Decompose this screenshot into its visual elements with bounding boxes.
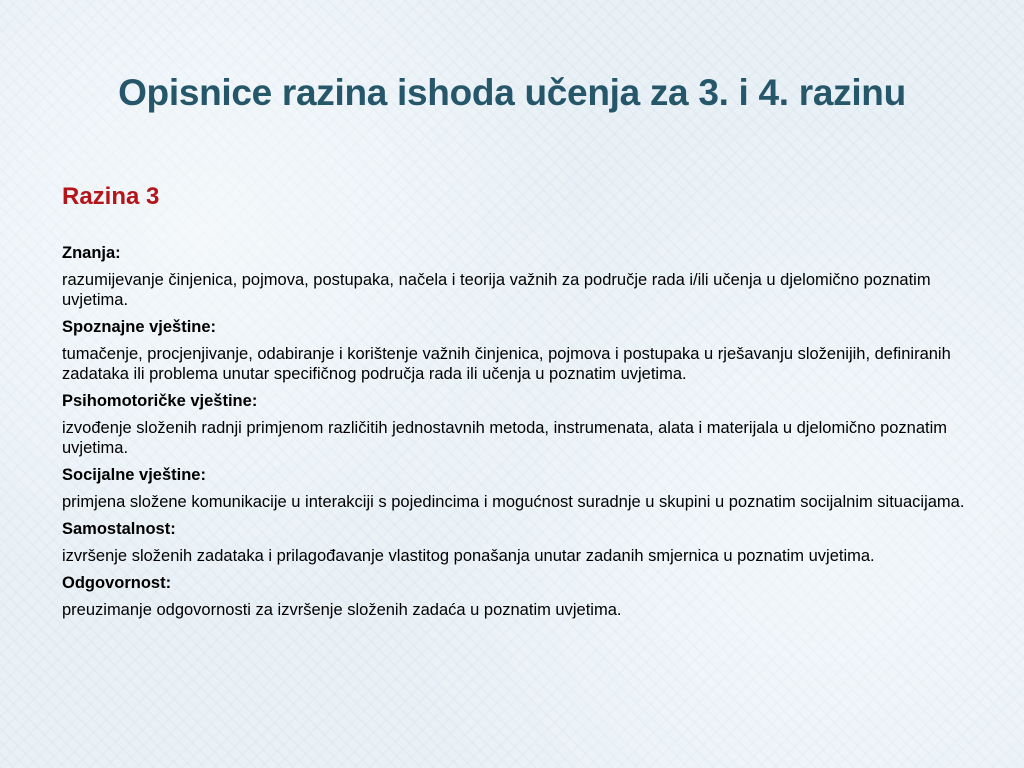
outcome-psychomotor-skills — [62, 391, 967, 458]
outcome-description: primjena složene komunikacije u interakciji s pojedincima i mogućnost suradnje u skupini u poznatim socijalnim situacijama. — [62, 493, 965, 511]
outcome-description: preuzimanje odgovornosti za izvršenje složenih zadaća u poznatim uvjetima. — [62, 601, 622, 619]
outcome-description: tumačenje, procjenjivanje, odabiranje i korištenje važnih činjenica, pojmova i postupaka u rješavanju složenijih, definiranih zadataka ili problema unutar specifičnog područja rada ili učenja u poznatim uvjetima. — [62, 345, 951, 383]
outcome-knowledge — [62, 243, 967, 310]
outcome-responsibility — [62, 573, 967, 620]
outcome-description: izvršenje složenih zadataka i prilagođavanje vlastitog ponašanja unutar zadanih smjernica u poznatim uvjetima. — [62, 547, 875, 565]
outcome-cognitive-skills — [62, 317, 967, 384]
outcome-label: Samostalnost: — [62, 520, 176, 538]
level-heading: Razina 3 — [62, 183, 160, 210]
outcomes-list — [62, 243, 967, 627]
outcome-description: izvođenje složenih radnji primjenom različitih jednostavnih metoda, instrumenata, alata i materijala u djelomično poznatim uvjetima. — [62, 419, 948, 457]
outcome-label: Znanja: — [62, 244, 121, 262]
outcome-label: Odgovornost: — [62, 574, 172, 592]
outcome-description: razumijevanje činjenica, pojmova, postupaka, načela i teorija važnih za područje rada i/ili učenja u djelomično poznatim uvjetima. — [62, 271, 931, 309]
outcome-label: Psihomotoričke vještine: — [62, 392, 258, 410]
slide-title: Opisnice razina ishoda učenja za 3. i 4. razinu — [118, 72, 906, 113]
outcome-social-skills — [62, 465, 967, 512]
outcome-label: Socijalne vještine: — [62, 466, 206, 484]
outcome-label: Spoznajne vještine: — [62, 318, 217, 336]
outcome-autonomy — [62, 519, 967, 566]
